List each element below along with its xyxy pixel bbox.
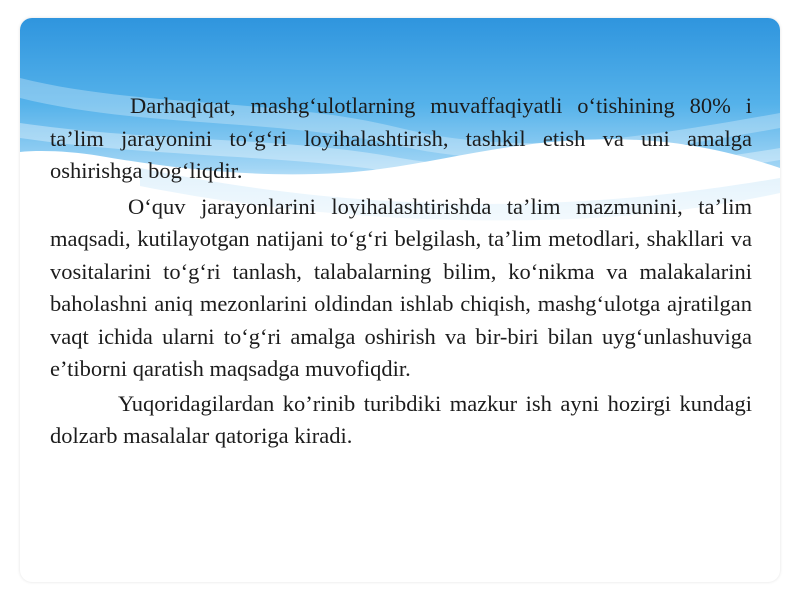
paragraph-3: Yuqoridagilardan ko’rinib turibdiki mazkur ish ayni hozirgi kundagi dolzarb masalalar qatoriga kiradi. xyxy=(50,390,752,448)
body-text xyxy=(50,88,752,453)
paragraph-1: Darhaqiqat, mashg‘ulotlarning muvaffaqiyatli o‘tishining 80% i ta’lim jarayonini to‘g‘ri loyihalashtirish, tashkil etish va uni amalga oshirishga bog‘liqdir. xyxy=(50,93,752,183)
paragraph-2: O‘quv jarayonlarini loyihalashtirishda ta’lim mazmunini, ta’lim maqsadi, kutilayotgan natijani to‘g‘ri belgilash, ta’lim metodlari, shakllari va vositalarini to‘g‘ri tanlash, talabalarning bilim, ko‘nikma va malakalarini baholashni aniq mezonlarini oldindan ishlab chiqish, mashg‘ulotga ajratilgan vaqt ichida ularni to‘g‘ri amalga oshirish va bir-biri bilan uyg‘unlashuviga e’tiborni qaratish maqsadga muvofiqdir. xyxy=(50,193,752,381)
slide-frame xyxy=(20,18,780,582)
